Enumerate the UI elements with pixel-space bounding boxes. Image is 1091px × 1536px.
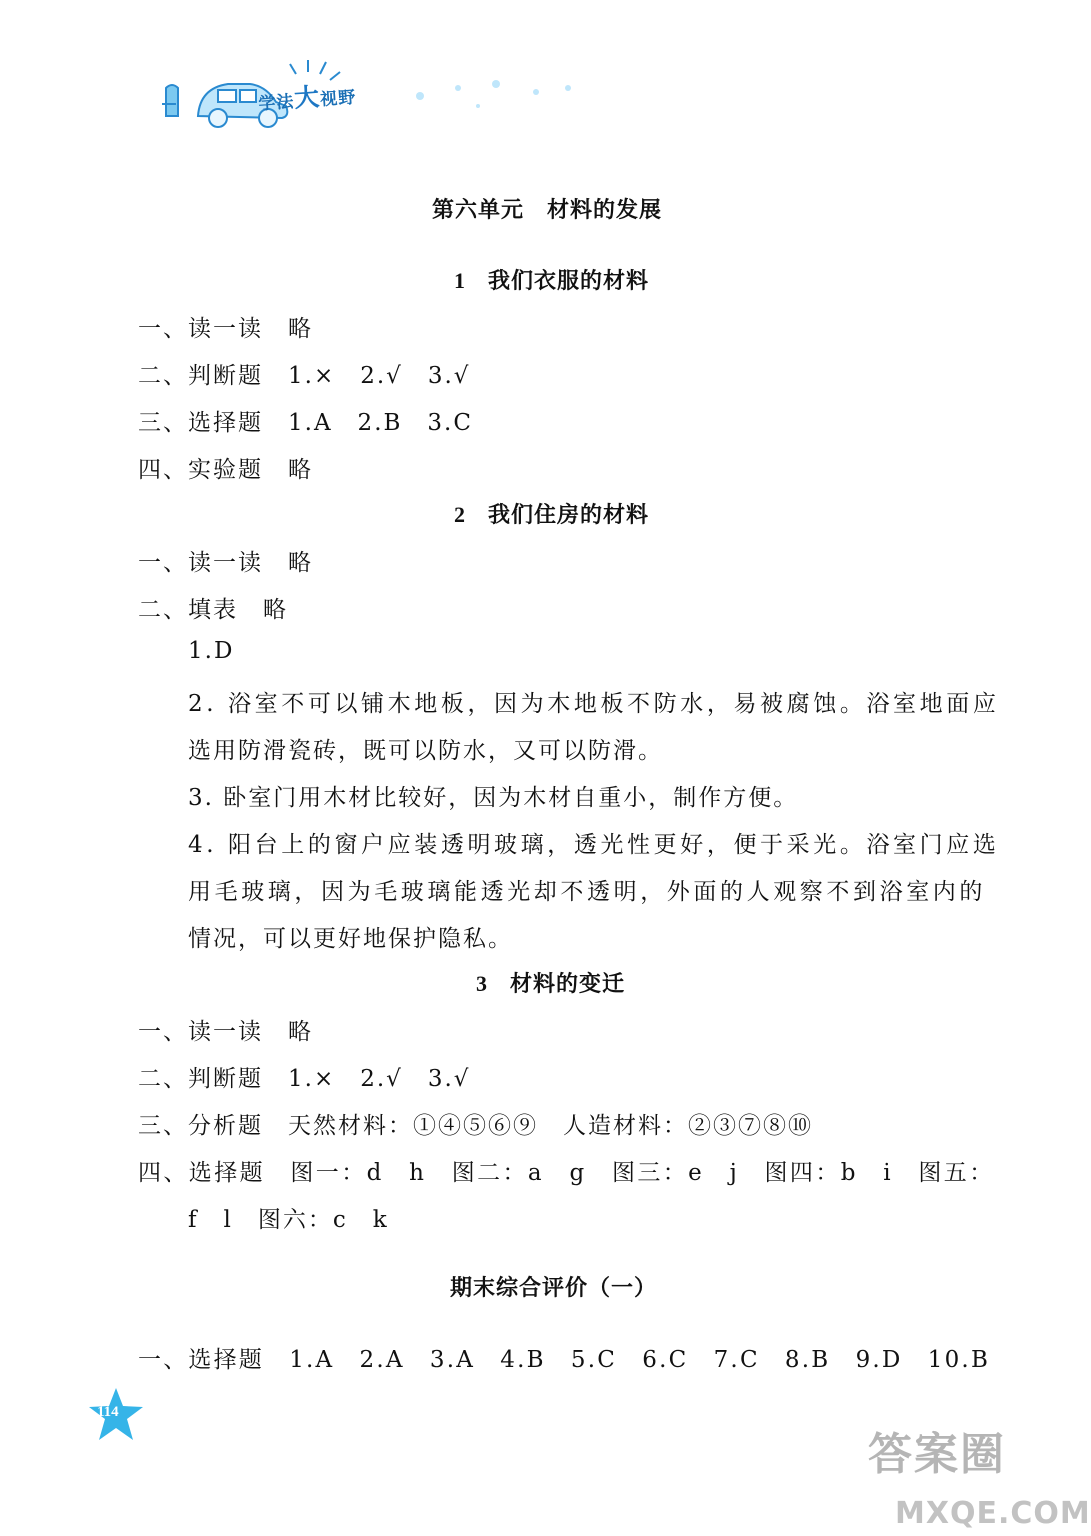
- answer-line: 一、选择题 1.A 2.A 3.A 4.B 5.C 6.C 7.C 8.B 9.D 10.B: [138, 1347, 991, 1373]
- section-heading-2: [454, 498, 649, 529]
- header-logo: [158, 58, 578, 138]
- page-number: 114: [97, 1404, 119, 1420]
- unit-title: 第六单元 材料的发展: [432, 198, 663, 223]
- logo-text: [257, 75, 357, 118]
- logo-text-a: 学法: [257, 91, 296, 115]
- final-title: 期末综合评价（一）: [450, 1276, 658, 1301]
- answer-line: 1.D: [188, 638, 235, 664]
- car-logo-icon: [158, 58, 578, 138]
- answer-line: 四、实验题 略: [138, 457, 313, 483]
- section-title: 我们住房的材料: [488, 503, 650, 528]
- answer-line: 三、分析题 天然材料：①④⑤⑥⑨ 人造材料：②③⑦⑧⑩: [138, 1113, 813, 1139]
- answer-line: 用毛玻璃，因为毛玻璃能透光却不透明，外面的人观察不到浴室内的: [188, 879, 986, 905]
- answer-line: 选用防滑瓷砖，既可以防水，又可以防滑。: [188, 738, 663, 764]
- answer-line: 一、读一读 略: [138, 316, 313, 342]
- answer-line: 二、填表 略: [138, 597, 288, 623]
- section-title: 我们衣服的材料: [488, 269, 650, 294]
- answer-line: 一、读一读 略: [138, 550, 313, 576]
- answer-line: 一、读一读 略: [138, 1019, 313, 1045]
- section-heading-1: [454, 264, 649, 295]
- section-title: 材料的变迁: [510, 972, 626, 997]
- answer-line: 三、选择题 1.A 2.B 3.C: [138, 410, 473, 436]
- logo-text-b: 视野: [319, 87, 357, 111]
- section-number: 3: [476, 971, 488, 996]
- logo-text-big: 大: [293, 82, 322, 113]
- answer-line: f l 图六：c k: [188, 1207, 389, 1233]
- watermark-url: MXQE.COM: [895, 1496, 1091, 1531]
- answer-line: 四、选择题 图一：d h 图二：a g 图三：e j 图四：b i 图五：: [138, 1160, 995, 1186]
- watermark-logo: 答案圈: [868, 1429, 1006, 1480]
- answer-line: 二、判断题 1.× 2.√ 3.√: [138, 1066, 471, 1092]
- section-number: 1: [454, 268, 466, 293]
- answer-line: 4. 阳台上的窗户应装透明玻璃，透光性更好，便于采光。浴室门应选: [188, 832, 1000, 858]
- section-number: 2: [454, 502, 466, 527]
- answer-line: 2. 浴室不可以铺木地板，因为木地板不防水，易被腐蚀。浴室地面应: [188, 691, 1000, 717]
- section-heading-3: [476, 967, 625, 998]
- answer-line: 情况，可以更好地保护隐私。: [188, 926, 513, 952]
- answer-line: 3. 卧室门用木材比较好，因为木材自重小，制作方便。: [188, 785, 799, 811]
- answer-line: 二、判断题 1.× 2.√ 3.√: [138, 363, 471, 389]
